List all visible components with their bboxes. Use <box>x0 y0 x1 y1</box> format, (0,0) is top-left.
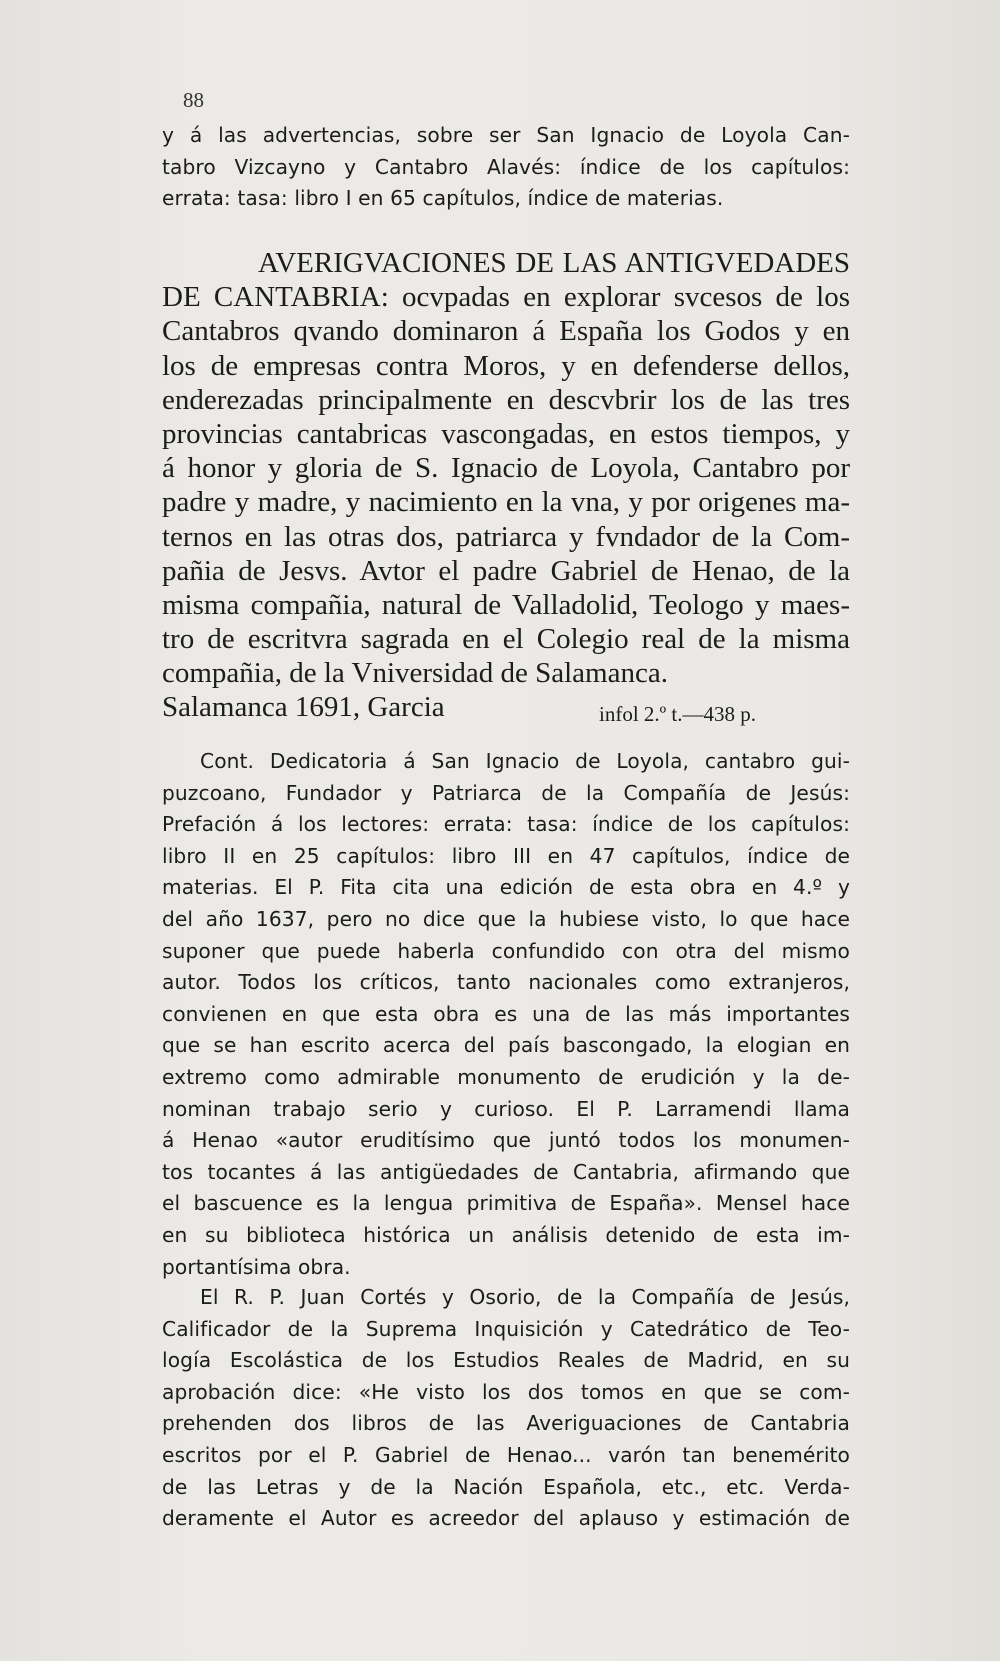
text-line: Calificador de la Suprema Inquisición y Catedrático de Teo- <box>162 1316 850 1341</box>
text-line: portantísima obra. <box>162 1254 351 1279</box>
text-line: deramente el Autor es acreedor del aplauso y estimación de <box>162 1506 850 1531</box>
text-line: libro II en 25 capítulos: libro III en 47 capítulos, índice de <box>162 843 850 868</box>
title-line: misma compañia, natural de Valladolid, Teologo y maes- <box>162 588 850 621</box>
text-line: autor. Todos los críticos, tanto nacionales como extranjeros, <box>162 970 850 995</box>
title-line: á honor y gloria de S. Ignacio de Loyola, Cantabro por <box>162 452 850 485</box>
text-line: tabro Vizcayno y Cantabro Alavés: índice de los capítulos: <box>162 154 850 179</box>
text-line: prehenden dos libros de las Averiguaciones de Cantabria <box>162 1411 850 1436</box>
title-line: tro de escritvra sagrada en el Colegio real de la misma <box>162 623 850 656</box>
contents-paragraph <box>162 746 850 1283</box>
text-line: errata: tasa: libro I en 65 capítulos, índice de materias. <box>162 186 724 211</box>
text-line: aprobación dice: «He visto los dos tomos en que se com- <box>162 1379 850 1404</box>
cortes-paragraph <box>162 1282 850 1535</box>
text-line: en su biblioteca histórica un análisis detenido de esta im- <box>162 1222 850 1247</box>
page-number: 88 <box>183 88 204 112</box>
text-line: materias. El P. Fita cita una edición de esta obra en 4.º y <box>162 875 850 900</box>
title-line: provincias cantabricas vascongadas, en estos tiempos, y <box>162 417 850 450</box>
text-line: el bascuence es la lengua primitiva de España». Mensel hace <box>162 1191 850 1216</box>
text-line: á Henao «autor eruditísimo que juntó todos los monumen- <box>162 1128 850 1153</box>
title-line: Cantabros qvando dominaron á España los Godos y en <box>162 315 850 348</box>
title-line: compañia, de la Vniversidad de Salamanca. <box>162 657 668 690</box>
title-line: pañia de Jesvs. Avtor el padre Gabriel de Henao, de la <box>162 554 850 587</box>
text-line: extremo como admirable monumento de erudición y la de- <box>162 1064 850 1089</box>
text-line: escritos por el P. Gabriel de Henao... varón tan benemérito <box>162 1442 850 1467</box>
title-line: AVERIGVACIONES DE LAS ANTIGVEDADES <box>258 247 850 279</box>
text-line: tos tocantes á las antigüedades de Cantabria, afirmando que <box>162 1159 850 1184</box>
intro-paragraph <box>162 120 850 215</box>
imprint-format: infol 2.º t.—438 p. <box>599 702 757 727</box>
text-line: logía Escolástica de los Estudios Reales de Madrid, en su <box>162 1348 850 1373</box>
text-line: puzcoano, Fundador y Patriarca de la Compañía de Jesús: <box>162 780 850 805</box>
title-line: enderezadas principalmente en descvbrir los de las tres <box>162 383 850 416</box>
text-line: Cont. Dedicatoria á San Ignacio de Loyola, cantabro gui- <box>200 749 850 773</box>
imprint-line <box>162 690 850 727</box>
text-line: que se han escrito acerca del país bascongado, la elogian en <box>162 1033 850 1058</box>
imprint-place-date: Salamanca 1691, Garcia <box>162 691 445 724</box>
text-line: Prefación á los lectores: errata: tasa: índice de los capítulos: <box>162 812 850 837</box>
text-line: El R. P. Juan Cortés y Osorio, de la Compañía de Jesús, <box>200 1285 850 1309</box>
text-line: del año 1637, pero no dice que la hubiese visto, lo que hace <box>162 906 850 931</box>
title-entry <box>162 246 850 727</box>
text-line: convienen en que esta obra es una de las más importantes <box>162 1001 850 1026</box>
text-line: de las Letras y de la Nación Española, etc., etc. Verda- <box>162 1474 850 1499</box>
text-line: y á las advertencias, sobre ser San Ignacio de Loyola Can- <box>162 123 850 147</box>
title-line: ternos en las otras dos, patriarca y fvndador de la Com- <box>162 520 850 553</box>
text-line: nominan trabajo serio y curioso. El P. Larramendi llama <box>162 1096 850 1121</box>
text-line: suponer que puede haberla confundido con otra del mismo <box>162 938 850 963</box>
title-line: los de empresas contra Moros, y en defenderse dellos, <box>162 349 850 382</box>
title-line: DE CANTABRIA: ocvpadas en explorar svcesos de los <box>162 281 850 314</box>
title-line: padre y madre, y nacimiento en la vna, y por origenes ma- <box>162 486 850 519</box>
